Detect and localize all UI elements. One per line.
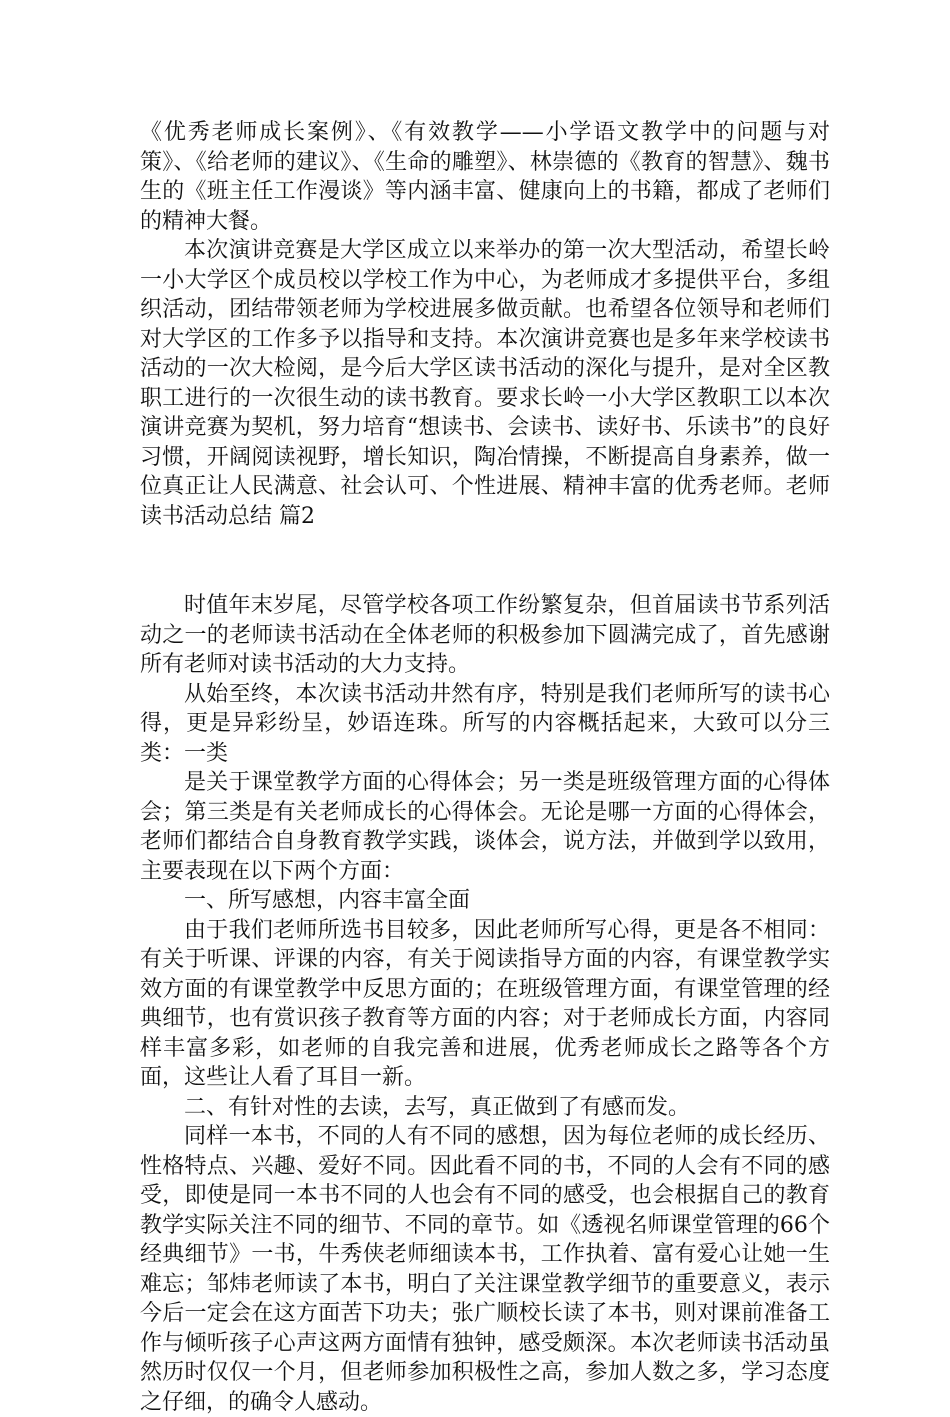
heading-point-two: 二、有针对性的去读，去写，真正做到了有感而发。 <box>184 1094 691 1120</box>
paragraph-categories: 是关于课堂教学方面的心得体会；另一类是班级管理方面的心得体会；第三类是有关老师成长的心得体会。无论是哪一方面的心得体会，老师们都结合自身教育教学实践，谈体会，说方法，并做到学以致用，主要表现在以下两个方面： <box>140 770 830 884</box>
section-gap <box>140 531 830 591</box>
paragraph-overview: 从始至终，本次读书活动井然有序，特别是我们老师所写的读书心得，更是异彩纷呈，妙语连珠。所写的内容概括起来，大致可以分三类：一类 <box>140 681 830 766</box>
paragraph-point-two: 同样一本书，不同的人有不同的感想，因为每位老师的成长经历、性格特点、兴趣、爱好不同。因此看不同的书，不同的人会有不同的感受，即使是同一本书不同的人也会有不同的感受，也会根据自己的教育教学实际关注不同的细节、不同的章节。如《透视名师课堂管理的66个经典细节》一书，牛秀侠老师细读本书，工作执着、富有爱心让她一生难忘；邹炜老师读了本书，明白了关注课堂教学细节的重要意义，表示今后一定会在这方面苦下功夫；张广顺校长读了本书，则对课前准备工作与倾听孩子心声这两方面情有独钟，感受颇深。本次老师读书活动虽然历时仅仅一个月，但老师参加积极性之高，参加人数之多，学习态度之仔细，的确令人感动。 <box>140 1124 830 1415</box>
document-page <box>140 118 830 1417</box>
paragraph-intro: 时值年末岁尾，尽管学校各项工作纷繁复杂，但首届读书节系列活动之一的老师读书活动在全体老师的积极参加下圆满完成了，首先感谢所有老师对读书活动的大力支持。 <box>140 593 830 677</box>
paragraph-point-one: 由于我们老师所选书目较多，因此老师所写心得，更是各不相同：有关于听课、评课的内容，有关于阅读指导方面的内容，有课堂教学实效方面的有课堂教学中反思方面的；在班级管理方面，有课堂管理的经典细节，也有赏识孩子教育等方面的内容；对于老师成长方面，内容同样丰富多彩，如老师的自我完善和进展，优秀老师成长之路等各个方面，这些让人看了耳目一新。 <box>140 917 830 1090</box>
heading-point-one: 一、所写感想，内容丰富全面 <box>184 888 471 913</box>
paragraph-book-list: 《优秀老师成长案例》、《有效教学——小学语文教学中的问题与对策》、《给老师的建议》、《生命的雕塑》、林崇德的《教育的智慧》、魏书生的《班主任工作漫谈》等内涵丰富、健康向上的书籍，都成了老师们的精神大餐。 <box>140 120 830 234</box>
paragraph-speech-contest: 本次演讲竞赛是大学区成立以来举办的第一次大型活动，希望长岭一小大学区个成员校以学校工作为中心，为老师成才多提供平台，多组织活动，团结带领老师为学校进展多做贡献。也希望各位领导和老师们对大学区的工作多予以指导和支持。本次演讲竞赛也是多年来学校读书活动的一次大检阅，是今后大学区读书活动的深化与提升，是对全区教职工进行的一次很生动的读书教育。要求长岭一小大学区教职工以本次演讲竞赛为契机，努力培育“想读书、会读书、读好书、乐读书”的良好习惯，开阔阅读视野，增长知识，陶冶情操，不断提高自身素养，做一位真正让人民满意、社会认可、个性进展、精神丰富的优秀老师。老师读书活动总结 篇2 <box>140 238 830 529</box>
